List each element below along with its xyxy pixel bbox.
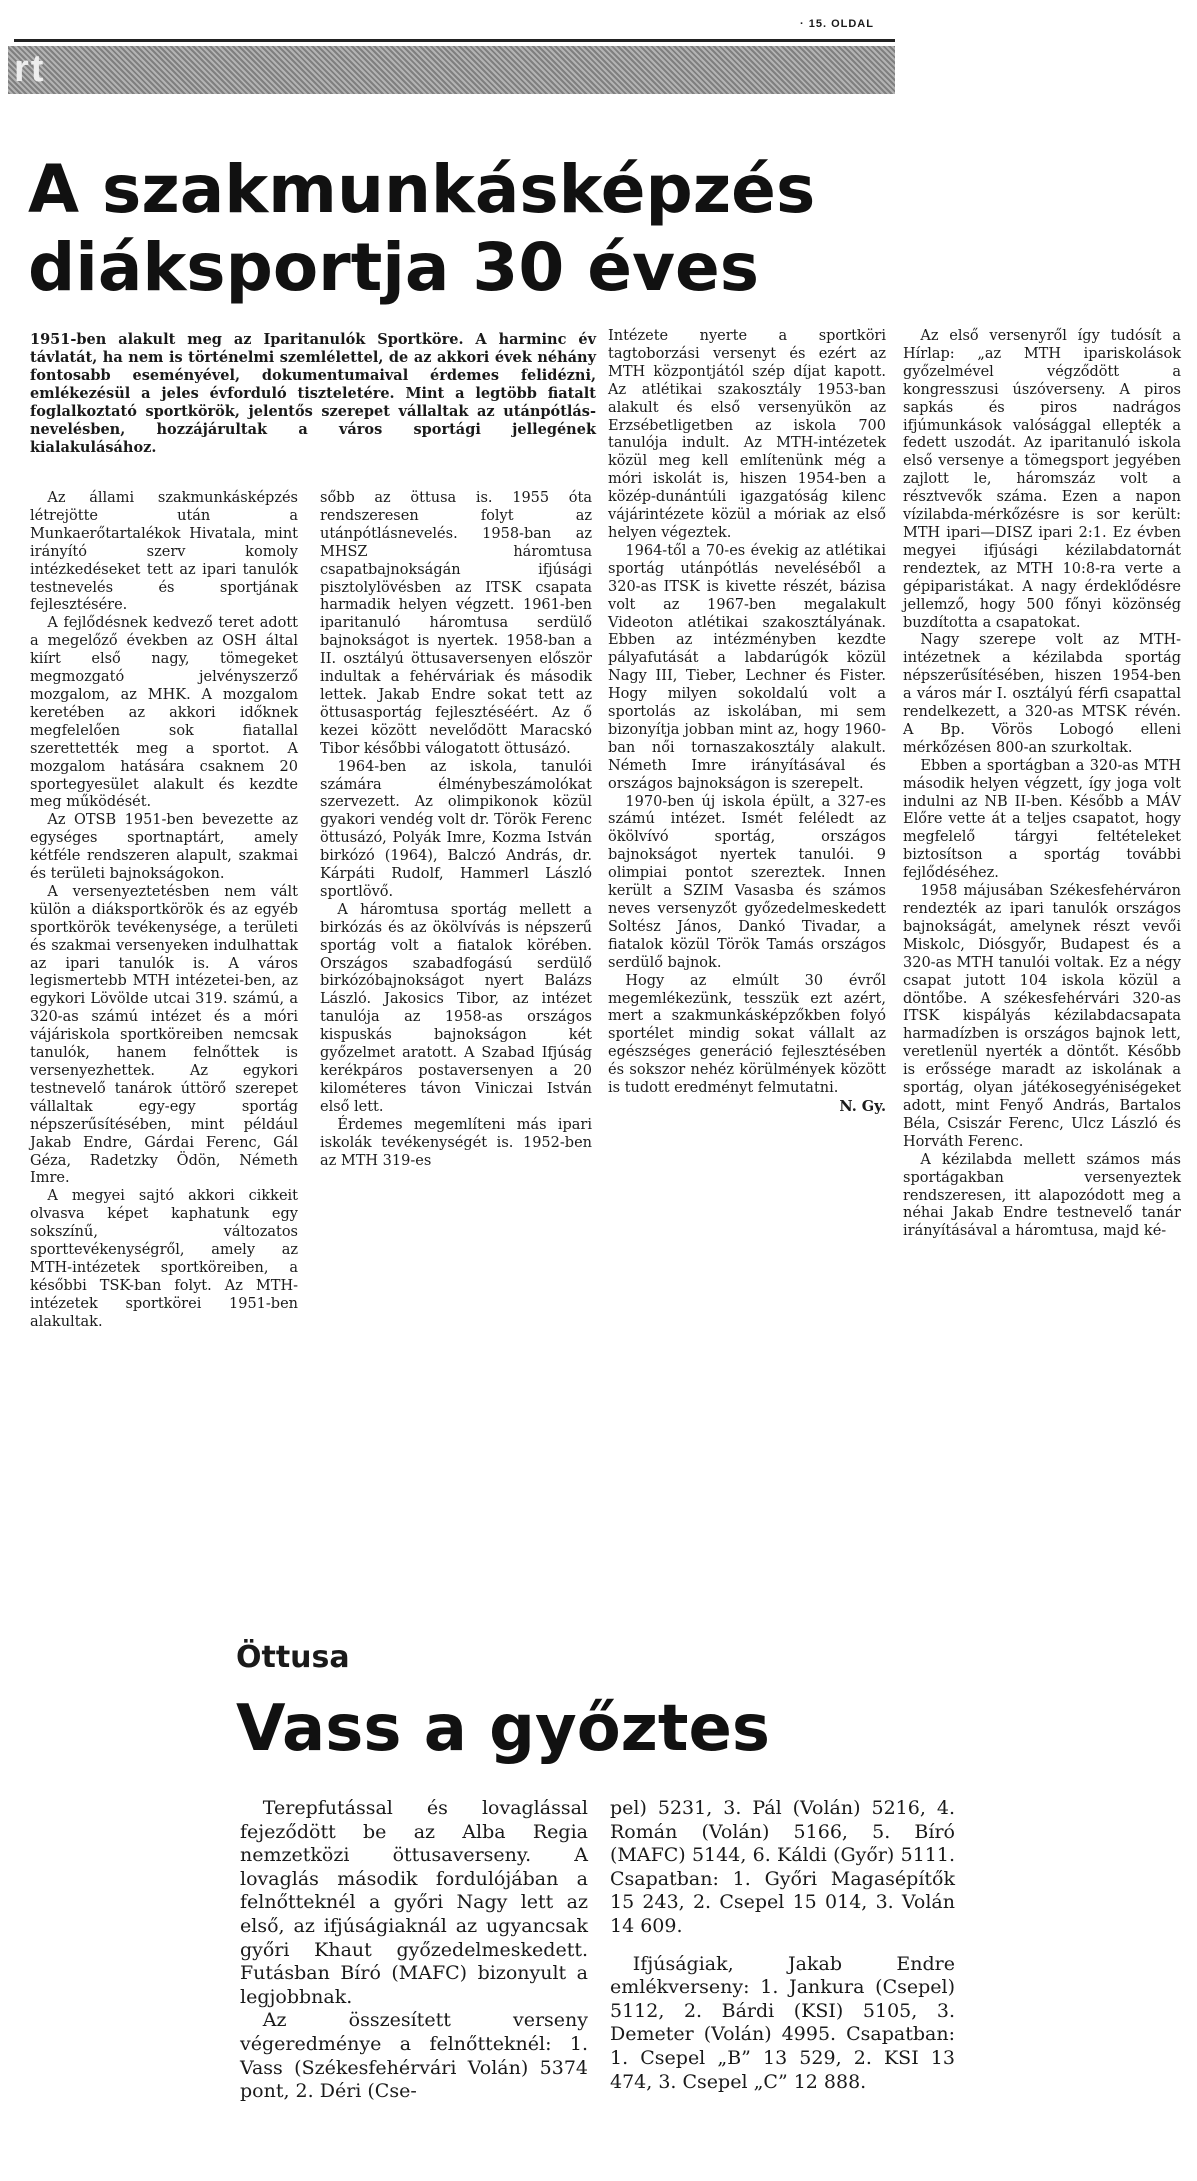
paragraph: Terepfutással és lovaglással fejeződött be az Alba Regia nemzetközi öttusaverseny. A lovaglás második fordulójában a felnőtteknél a győri Nagy lett az első, az ifjúságiaknál az ugyancsak győri Khaut győzedelmeskedett. Futásban Bíró (MAFC) bizonyult a legjobbnak.: [240, 1797, 588, 2008]
paragraph: A fejlődésnek kedvező teret adott a megelőző években az OSH által kiírt első nagy, tömegeket megmozgató jelvényszerző mozgalom, az MHK. A mozgalom keretében az akkori időknek megfelelően sok fiatallal szerettették meg a sportot. A mozgalom hatására csaknem 20 sportegyesület alakult és kezdte meg működését.: [30, 615, 298, 811]
paragraph: Ebben a sportágban a 320-as MTH második helyen végzett, így joga volt indulni az NB II-ben. Később a MÁV Előre vette át a teljes csapatot, hogy megfelelő tárgyi feltételeket biztosítson a sportág további fejlődéséhez.: [903, 757, 1181, 882]
paragraph: A versenyeztetésben nem vált külön a diáksportkörök és az egyéb sportkörök tevékenysége, a területi és szakmai versenyeken indulhattak az ipari tanulók is. A város legismertebb MTH intézetei-ben, az egykori Lövölde utcai 319. számú, a 320-as számú intézet és a móri vájáriskola sportköreiben nemcsak tanulók, hanem felnőttek is versenyezhettek. Az egykori testnevelő tanárok úttörő szerepet vállaltak egy-egy sportág népszerűsítésében, mint például Jakab Endre, Gárdai Ferenc, Gál Géza, Radetzky Ödön, Németh Imre.: [30, 883, 298, 1187]
paragraph: sőbb az öttusa is. 1955 óta rendszeresen folyt az utánpótlásnevelés. 1958-ban az MHSZ háromtusa csapatbajnokságán ifjúsági pisztolylövésben az ITSK csapata harmadik helyen végzett. 1961-ben iparitanuló háromtusa serdülő bajnokságot is nyertek. 1958-ban a II. osztályú öttusaversenyen először indultak a fehérváriak és második lettek. Jakab Endre sokat tett az öttusasportág fejlesztéséért. Az ő kezei között nevelődött Maracskó Tibor későbbi válogatott öttusázó.: [320, 490, 592, 757]
second-article-rubric: Öttusa: [236, 1640, 350, 1675]
paragraph: 1964-től a 70-es évekig az atlétikai sportág utánpótlás neveléséből a 320-as ITSK is kivette részét, bázisa volt az 1967-ben megalakult Videoton atlétikai szakosztályának. Ebben az intézményben kezdte pályafutását a labdarúgók közül Nagy III, Tieber, Lechner és Fister. Hogy milyen sokoldalú volt a sportolás az iskolában, mi sem bizonyítja jobban mint az, hogy 1960-ban női tornaszakosztály alakult. Németh Imre irányításával és országos bajnokságon is szerepelt.: [608, 542, 886, 792]
paragraph: Az összesített verseny végeredménye a felnőtteknél: 1. Vass (Székesfehérvári Volán) 5374 pont, 2. Déri (Cse-: [240, 2009, 588, 2103]
paragraph: Érdemes megemlíteni más ipari iskolák tevékenységét is. 1952-ben az MTH 319-es: [320, 1116, 592, 1169]
author-signature: N. Gy.: [839, 1097, 886, 1115]
article-column-2: [320, 490, 592, 1170]
paragraph: Az első versenyről így tudósít a Hírlap: „az MTH ipariskolások győzelmével végződött a kongresszusi úszóverseny. A piros sapkás és piros nadrágos ifjúmunkások valósággal ellepték a fedett uszodát. Az iparitanuló iskola első versenye a tömegsport jegyében zajlott le, háromszáz volt a résztvevők száma. Ezen a napon vízilabda-mérkőzésre is sor került: MTH ipari—DISZ ipari 2:1. Ez évben megyei ifjúsági kézilabdatornát rendeztek, az MTH 10:8-ra verte a gépiparistákat. A nagy érdeklődésre jellemző, hogy 500 főnyi közönség buzdította a csapatokat.: [903, 328, 1181, 631]
paragraph: Nagy szerepe volt az MTH-intézetnek a kézilabda sportág népszerűsítésében, hiszen 1954-ben a város már I. osztályú férfi csapattal rendelkezett, a 320-as MTSK révén. A Bp. Vörös Lobogó elleni mérkőzésen 800-an szurkoltak.: [903, 632, 1181, 756]
second-article-column-2: [610, 1797, 955, 2094]
article-column-1: [30, 490, 298, 1332]
second-article-title: Vass a győztes: [236, 1692, 770, 1766]
rubric-label: rt: [14, 48, 46, 90]
page-number: · 15. OLDAL: [800, 18, 874, 30]
paragraph: 1964-ben az iskola, tanulói számára élménybeszámolókat szervezett. Az olimpikonok közül gyakori vendég volt dr. Török Ferenc öttusázó, Polyák Imre, Kozma István birkózó (1964), Balczó András, dr. Kárpáti Rudolf, Hammerl László sportlövő.: [320, 758, 592, 900]
paragraph: A megyei sajtó akkori cikkeit olvasva képet kaphatunk egy sokszínű, változatos sporttevékenységről, amely az MTH-intézetek sportköreiben, a későbbi TSK-ban folyt. Az MTH-intézetek sportkörei 1951-ben alakultak.: [30, 1188, 298, 1330]
article-title-line-2: diáksportja 30 éves: [28, 229, 760, 306]
paragraph: Hogy az elmúlt 30 évről megemlékezünk, tesszük ezt azért, mert a szakmunkásképzőkben folyó sportélet mindig sokat vállalt az egészséges generáció fejlesztésében és sokszor nehéz körülmények között is tudott eredményt felmutatni.: [608, 972, 886, 1097]
paragraph: A kézilabda mellett számos más sportágakban versenyeztek rendszeresen, itt alapozódott meg a néhai Jakab Endre testnevelő tanár irányításával a háromtusa, majd ké-: [903, 1151, 1181, 1240]
paragraph: A háromtusa sportág mellett a birkózás és az ökölvívás is népszerű sportág volt a fiatalok körében. Országos szabadfogású serdülő birkózóbajnokságot nyert Balázs László. Jakosics Tibor, az intézet tanulója az 1958-as országos kispuskás bajnokságon két győzelmet aratott. A Szabad Ifjúság kerékpáros postaversenyen a 20 kilométeres távon Viniczai István első lett.: [320, 901, 592, 1115]
article-title-line-1: A szakmunkásképzés: [28, 151, 816, 228]
article-lead: 1951-ben alakult meg az Iparitanulók Sportköre. A harminc év távlatát, ha nem is történelmi szemlélettel, de az akkori évek néhány fontosabb eseményével, dokumentumaival érdemes felidézni, emlékezésül a jeles évforduló tiszteletére. Mint a legtöbb fiatalt foglalkoztató sportkörök, jelentős szerepet vállaltak az utánpótlás-nevelésben, hozzájárultak a város sportági jellegének kialakulásához.: [30, 331, 596, 456]
paragraph: Ifjúságiak, Jakab Endre emlékverseny: 1. Jankura (Csepel) 5112, 2. Bárdi (KSI) 5105, 3. Demeter (Volán) 4995. Csapatban: 1. Csepel „B” 13 529, 2. KSI 13 474, 3. Csepel „C” 12 888.: [610, 1952, 955, 2093]
article-column-3: [608, 328, 886, 1116]
paragraph: Intézete nyerte a sportköri tagtoborzási versenyt és ezért az MTH központjától szép díjat kapott. Az atlétikai szakosztály 1953-ban alakult és első versenyükön az Erzsébetligetben az iskola 700 tanulója indult. Az MTH-intézetek közül meg kell említenünk még a móri iskolát is, hiszen 1954-ben a közép-dunántúli igazgatóság kilenc vájárintézete közül a móriak az első helyen végeztek.: [608, 328, 886, 541]
paragraph: 1970-ben új iskola épült, a 327-es számú intézet. Ismét feléledt az ökölvívó sportág, országos bajnokságot nyertek tanulói. 9 olimpiai pontot szereztek. Innen került a SZIM Vasasba és számos neves versenyzőt győzedelmeskedett Soltész János, Dankó Tivadar, a fiatalok közül Török Tamás országos serdülő bajnok.: [608, 793, 886, 971]
second-article-column-1: [240, 1797, 588, 2104]
paragraph: pel) 5231, 3. Pál (Volán) 5216, 4. Román (Volán) 5166, 5. Bíró (MAFC) 5144, 6. Káldi (Győr) 5111. Csapatban: 1. Győri Magasépítők 15 243, 2. Csepel 15 014, 3. Volán 14 609.: [610, 1797, 955, 1937]
article-column-4: [903, 328, 1181, 1241]
rubric-banner: [8, 46, 895, 94]
header-rule: [14, 39, 895, 42]
paragraph: 1958 májusában Székesfehérváron rendezték az ipari tanulók országos bajnokságát, amelynek részt vevői Miskolc, Diósgyőr, Budapest és a 320-as MTH tanulói voltak. Ez a négy csapat jutott 104 iskola közül a döntőbe. A székesfehérvári 320-as ITSK kispályás kézilabdacsapata harmadízben is országos bajnok lett, veretlenül nyerték a döntőt. Később is erőssége maradt az iskolának a sportág, olyan játékosegyéniségeket adott, mint Fenyő András, Bartalos Béla, Csiszár Ferenc, Ulcz László és Horváth Ferenc.: [903, 883, 1181, 1150]
paragraph: Az állami szakmunkásképzés létrejötte után a Munkaerőtartalékok Hivatala, mint irányító szerv komoly intézkedéseket tett az ipari tanulók testnevelés és sportjának fejlesztésére.: [30, 490, 298, 614]
paragraph: Az OTSB 1951-ben bevezette az egységes sportnaptárt, amely kétféle rendszeren alapult, szakmai és területi bajnokságokon.: [30, 812, 298, 883]
